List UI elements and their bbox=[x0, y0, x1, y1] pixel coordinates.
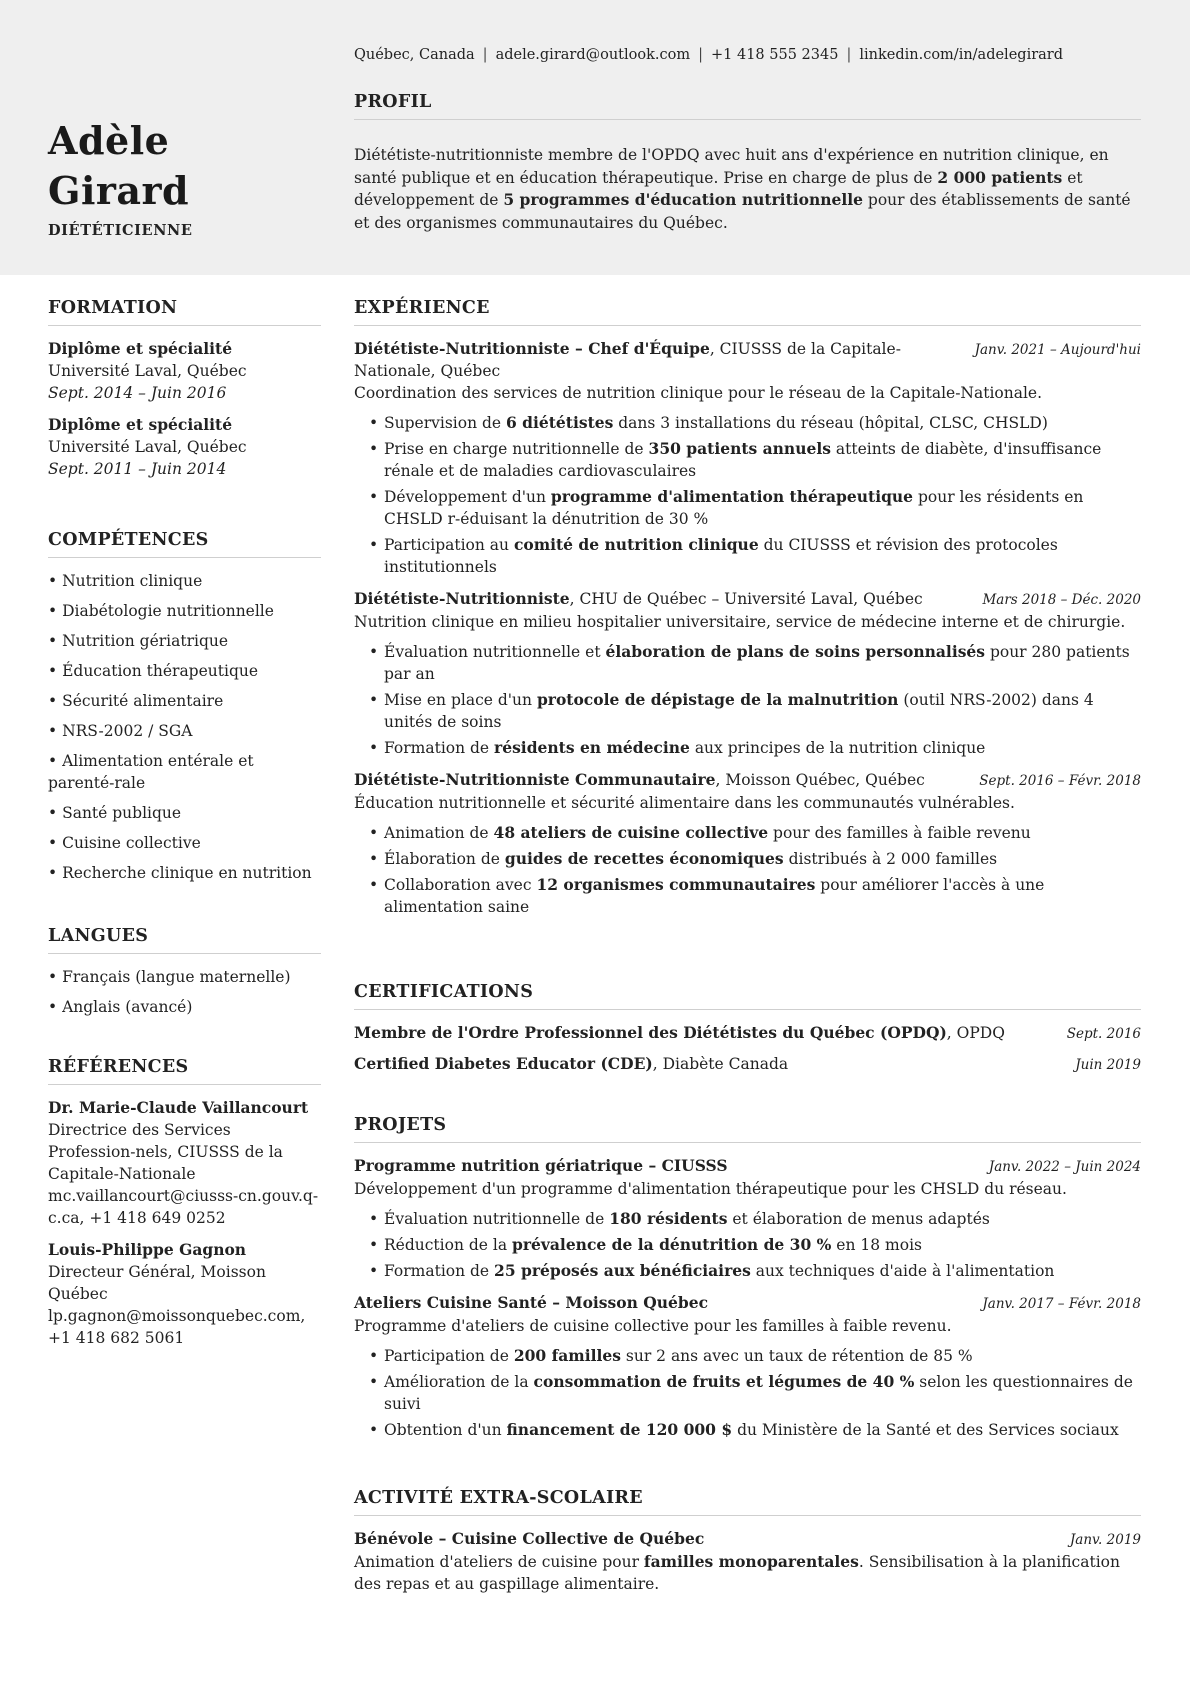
activite-section bbox=[354, 1488, 1141, 1595]
project-title: Programme nutrition gériatrique – CIUSSS bbox=[354, 1156, 728, 1175]
formation-entry bbox=[48, 414, 321, 480]
project-bullets bbox=[354, 1345, 1141, 1441]
langues-list bbox=[48, 966, 321, 1018]
job-bullets bbox=[354, 822, 1141, 918]
project-title: Ateliers Cuisine Santé – Moisson Québec bbox=[354, 1293, 709, 1312]
certifications-heading: CERTIFICATIONS bbox=[354, 982, 1141, 1010]
job-dates: Sept. 2016 – Févr. 2018 bbox=[979, 773, 1141, 789]
name-first: Adèle bbox=[48, 118, 170, 163]
language-item: • Anglais (avancé) bbox=[48, 996, 321, 1018]
certification-org: , Diabète Canada bbox=[652, 1055, 789, 1073]
formation-degree: Diplôme et spécialité bbox=[48, 339, 233, 358]
job-description: Coordination des services de nutrition clinique pour le réseau de la Capitale-Nationale. bbox=[354, 384, 1043, 402]
projets-heading: PROJETS bbox=[354, 1115, 1141, 1143]
reference-contact: lp.gagnon@moissonquebec.com, +1 418 682 5061 bbox=[48, 1307, 306, 1347]
job-entry bbox=[354, 588, 1141, 759]
reference-name: Louis-Philippe Gagnon bbox=[48, 1240, 247, 1259]
contact-location: Québec, Canada bbox=[354, 47, 475, 63]
skill-item: • Alimentation entérale et parenté-rale bbox=[48, 750, 321, 794]
activite-description: Animation d'ateliers de cuisine pour familles monoparentales. Sensibilisation à la planification des repas et au gaspillage alimentaire. bbox=[354, 1552, 1120, 1593]
project-bullets bbox=[354, 1208, 1141, 1282]
formation-entry bbox=[48, 338, 321, 404]
job-bullet: • Évaluation nutritionnelle et élaboration de plans de soins personnalisés pour 280 patients par an bbox=[384, 641, 1141, 685]
langues-section bbox=[48, 926, 321, 1026]
skill-item: • NRS-2002 / SGA bbox=[48, 720, 321, 742]
reference-contact: mc.vaillancourt@ciusss-cn.gouv.q-c.ca, +1 418 649 0252 bbox=[48, 1187, 319, 1227]
job-bullet: • Mise en place d'un protocole de dépistage de la malnutrition (outil NRS-2002) dans 4 unités de soins bbox=[384, 689, 1141, 733]
job-bullet: • Élaboration de guides de recettes économiques distribués à 2 000 familles bbox=[384, 848, 1141, 870]
formation-degree: Diplôme et spécialité bbox=[48, 415, 233, 434]
language-item: • Français (langue maternelle) bbox=[48, 966, 321, 988]
formation-section bbox=[48, 298, 321, 480]
reference-role: Directeur Général, Moisson Québec bbox=[48, 1263, 266, 1303]
job-bullet: • Animation de 48 ateliers de cuisine collective pour des familles à faible revenu bbox=[384, 822, 1141, 844]
skill-item: • Diabétologie nutritionnelle bbox=[48, 600, 321, 622]
formation-heading: FORMATION bbox=[48, 298, 321, 326]
profil-section bbox=[354, 92, 1141, 234]
contact-line: Québec, Canada | adele.girard@outlook.com | +1 418 555 2345 | linkedin.com/in/adelegirard bbox=[354, 47, 1063, 63]
candidate-name bbox=[48, 116, 308, 216]
activite-heading: ACTIVITÉ EXTRA-SCOLAIRE bbox=[354, 1488, 1141, 1516]
project-bullet: • Amélioration de la consommation de fruits et légumes de 40 % selon les questionnaires de suivi bbox=[384, 1371, 1141, 1415]
experience-heading: EXPÉRIENCE bbox=[354, 298, 1141, 326]
job-org: , CHU de Québec – Université Laval, Québec bbox=[569, 590, 923, 608]
formation-school: Université Laval, Québec bbox=[48, 362, 247, 380]
contact-email[interactable]: adele.girard@outlook.com bbox=[495, 47, 691, 63]
job-bullet: • Formation de résidents en médecine aux principes de la nutrition clinique bbox=[384, 737, 1141, 759]
certification-name: Certified Diabetes Educator (CDE) bbox=[354, 1054, 653, 1073]
project-bullet: • Évaluation nutritionnelle de 180 résidents et élaboration de menus adaptés bbox=[384, 1208, 1141, 1230]
name-last: Girard bbox=[48, 168, 190, 213]
job-description: Nutrition clinique en milieu hospitalier universitaire, service de médecine interne et de chirurgie. bbox=[354, 613, 1126, 631]
job-role: Diététiste-Nutritionniste Communautaire bbox=[354, 770, 716, 789]
job-bullet: • Prise en charge nutritionnelle de 350 patients annuels atteints de diabète, d'insuffisance rénale et de maladies cardiovasculaires bbox=[384, 438, 1141, 482]
job-bullet: • Développement d'un programme d'alimentation thérapeutique pour les résidents en CHSLD r-éduisant la dénutrition de 30 % bbox=[384, 486, 1141, 530]
reference-name: Dr. Marie-Claude Vaillancourt bbox=[48, 1098, 309, 1117]
profil-text: Diététiste-nutritionniste membre de l'OPDQ avec huit ans d'expérience en nutrition clinique, en santé publique et en éducation thérapeutique. Prise en charge de plus de 2 000 patients et développement de 5 programmes d'éducation nutritionnelle pour des établissements de santé et des organismes communautaires du Québec. bbox=[354, 146, 1131, 232]
project-description: Développement d'un programme d'alimentation thérapeutique pour les CHSLD du réseau. bbox=[354, 1180, 1067, 1198]
project-description: Programme d'ateliers de cuisine collective pour les familles à faible revenu. bbox=[354, 1317, 952, 1335]
certifications-section bbox=[354, 982, 1141, 1076]
langues-heading: LANGUES bbox=[48, 926, 321, 954]
skill-item: • Recherche clinique en nutrition bbox=[48, 862, 321, 884]
certification-item bbox=[354, 1053, 1141, 1076]
certification-item bbox=[354, 1022, 1141, 1045]
job-bullet: • Supervision de 6 diététistes dans 3 installations du réseau (hôpital, CLSC, CHSLD) bbox=[384, 412, 1141, 434]
formation-dates: Sept. 2011 – Juin 2014 bbox=[48, 460, 227, 478]
skill-item: • Santé publique bbox=[48, 802, 321, 824]
job-bullets bbox=[354, 641, 1141, 759]
project-bullet: • Obtention d'un financement de 120 000 $ du Ministère de la Santé et des Services sociaux bbox=[384, 1419, 1141, 1441]
job-role: Diététiste-Nutritionniste – Chef d'Équipe bbox=[354, 339, 710, 358]
project-bullet: • Réduction de la prévalence de la dénutrition de 30 % en 18 mois bbox=[384, 1234, 1141, 1256]
references-heading: RÉFÉRENCES bbox=[48, 1057, 321, 1085]
activite-date: Janv. 2019 bbox=[1069, 1532, 1141, 1548]
project-entry bbox=[354, 1292, 1141, 1441]
skill-item: • Sécurité alimentaire bbox=[48, 690, 321, 712]
formation-dates: Sept. 2014 – Juin 2016 bbox=[48, 384, 227, 402]
job-dates: Mars 2018 – Déc. 2020 bbox=[982, 592, 1141, 608]
job-title: DIÉTÉTICIENNE bbox=[48, 222, 193, 239]
job-bullets bbox=[354, 412, 1141, 578]
job-role: Diététiste-Nutritionniste bbox=[354, 589, 570, 608]
job-title-line bbox=[354, 588, 923, 610]
job-title-line bbox=[354, 769, 925, 791]
contact-phone: +1 418 555 2345 bbox=[711, 47, 839, 63]
project-dates: Janv. 2022 – Juin 2024 bbox=[988, 1159, 1141, 1175]
job-org: , Moisson Québec, Québec bbox=[715, 771, 925, 789]
reference-role: Directrice des Services Profession-nels, CIUSSS de la Capitale-Nationale bbox=[48, 1121, 283, 1183]
profil-heading: PROFIL bbox=[354, 92, 1141, 120]
job-title-line bbox=[354, 338, 963, 382]
job-dates: Janv. 2021 – Aujourd'hui bbox=[974, 342, 1141, 358]
project-dates: Janv. 2017 – Févr. 2018 bbox=[982, 1296, 1141, 1312]
certification-name: Membre de l'Ordre Professionnel des Diététistes du Québec (OPDQ) bbox=[354, 1023, 947, 1042]
competences-section bbox=[48, 530, 321, 892]
job-bullet: • Participation au comité de nutrition clinique du CIUSSS et révision des protocoles institutionnels bbox=[384, 534, 1141, 578]
skill-item: • Éducation thérapeutique bbox=[48, 660, 321, 682]
reference-entry bbox=[48, 1097, 321, 1229]
project-bullet: • Participation de 200 familles sur 2 ans avec un taux de rétention de 85 % bbox=[384, 1345, 1141, 1367]
job-entry bbox=[354, 769, 1141, 918]
certification-org: , OPDQ bbox=[946, 1024, 1005, 1042]
project-entry bbox=[354, 1155, 1141, 1282]
contact-linkedin[interactable]: linkedin.com/in/adelegirard bbox=[859, 47, 1063, 63]
activite-title: Bénévole – Cuisine Collective de Québec bbox=[354, 1529, 705, 1548]
competences-list bbox=[48, 570, 321, 884]
skill-item: • Nutrition gériatrique bbox=[48, 630, 321, 652]
job-entry bbox=[354, 338, 1141, 578]
certification-date: Juin 2019 bbox=[1075, 1057, 1141, 1073]
skill-item: • Cuisine collective bbox=[48, 832, 321, 854]
formation-school: Université Laval, Québec bbox=[48, 438, 247, 456]
reference-entry bbox=[48, 1239, 321, 1349]
experience-section bbox=[354, 298, 1141, 922]
projets-section bbox=[354, 1115, 1141, 1445]
project-bullet: • Formation de 25 préposés aux bénéficiaires aux techniques d'aide à l'alimentation bbox=[384, 1260, 1141, 1282]
job-org: , CIUSSS de la Capitale-Nationale, Québec bbox=[354, 340, 901, 380]
certification-date: Sept. 2016 bbox=[1066, 1026, 1141, 1042]
competences-heading: COMPÉTENCES bbox=[48, 530, 321, 558]
job-bullet: • Collaboration avec 12 organismes communautaires pour améliorer l'accès à une alimentation saine bbox=[384, 874, 1141, 918]
job-description: Éducation nutritionnelle et sécurité alimentaire dans les communautés vulnérables. bbox=[354, 794, 1015, 812]
skill-item: • Nutrition clinique bbox=[48, 570, 321, 592]
references-section bbox=[48, 1057, 321, 1349]
